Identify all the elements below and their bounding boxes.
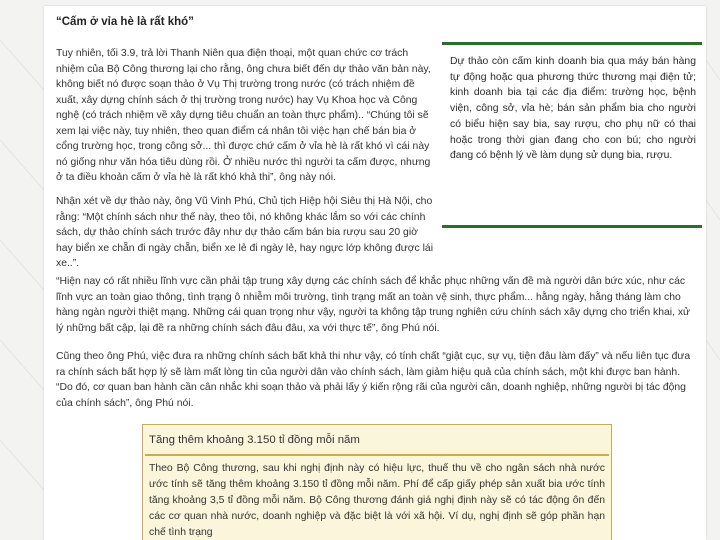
article-paragraph-4: Cũng theo ông Phú, việc đưa ra những chính sách bất khả thi như vậy, có tính chất “giật cục, sự vụ, tiện đâu làm đấy” và nếu liên tục đưa ra chính sách bất hợp lý sẽ làm mất lòng tin của người dân vào chính sách, làm giảm hiệu quả của chính sách, một khi được ban hành. “Do đó, cơ quan ban hành cần cân nhắc khi soạn thảo và phải lấy ý kiến rộng rãi của người cân, doanh nghiệp, những người bị tác động của chính sách”, ông Phú nói. <box>56 351 691 409</box>
sidebar-box-text: Dự thảo còn cấm kinh doanh bia qua máy bán hàng tự động hoặc qua phương thức thương mại điện tử; kinh doanh bia tại các địa điểm: trường học, bệnh viện, công sở, vỉa hè; bán sản phẩm bia cho người có biểu hiện say bia, say rượu, cho phụ nữ có thai hoặc trong thời gian đang cho con bú; cho người đang có bệnh lý về làm dụng sử dụng bia, rượu. <box>450 56 696 162</box>
article-paragraph-3: “Hiện nay có rất nhiều lĩnh vực cần phải tập trung xây dựng các chính sách để khắc phục những vấn đề mà người dân bức xúc, như các lĩnh vực an toàn giao thông, tình trạng ô nhiễm môi trường, tình trạng mất an toàn vệ sinh, thực phẩm... hằng ngày, hằng tháng làm cho hàng ngàn người thiệt mạng. Những cái quan trọng như vậy, người ta không tập trung nghiên cứu chính sách xây dựng cho triển khai, xử lý những bất cập, lại đề ra những chính sách đâu đâu, xa với thực tế”, ông Phú nói. <box>56 276 690 334</box>
article-paragraph-1: Tuy nhiên, tối 3.9, trả lời Thanh Niên qua điện thoại, một quan chức cơ trách nhiệm của Bộ Công thương lại cho rằng, ông chưa biết đến dự thảo văn bản này, không biết nó được soạn thảo ở Vụ Thị trường trong nước (có trách nhiệm đề xuất, xây dựng chính sách ở thị trường trong nước) hay Vụ Khoa học và Công nghệ (có trách nhiệm về xây dựng tiêu chuẩn an toàn thực phẩm).. “Chúng tôi sẽ xem lại việc này, tuy nhiên, theo quan điểm cá nhân tôi việc hạn chế bán bia ở cổng trường học, trong công sở... thì được chứ cấm ở vỉa hè là rất khó vì cái này nó giống như văn hóa tiêu dùng rồi. Ở nhiều nước thì người ta cấm được, nhưng ở ta điều khoản cấm ở vỉa hè là rất khó khả thi”, ông này nói. <box>56 48 431 183</box>
info-box <box>142 424 612 540</box>
article-page <box>44 6 706 540</box>
article-paragraph-2: Nhận xét về dự thảo này, ông Vũ Vinh Phú, Chủ tịch Hiệp hội Siêu thị Hà Nội, cho rằng: “Một chính sách như thế này, theo tôi, nó không khác lắm so với các chính sách, dự thảo chính sách trước đây như dự thảo cấm bán bia rượu sau 20 giờ hay biển xe chẵn đi ngày chẵn, biển xe lẻ đi ngày lẻ, hay ngực lớp không được lái xe..”. <box>56 196 434 269</box>
info-box-divider <box>145 454 609 456</box>
info-box-title: Tăng thêm khoảng 3.150 tỉ đồng mỗi năm <box>149 434 360 446</box>
sidebar-box <box>442 42 702 228</box>
info-box-text: Theo Bộ Công thương, sau khi nghị định này có hiệu lực, thuế thu về cho ngân sách nhà nước ước tính sẽ tăng thêm khoảng 3.150 tỉ đồng mỗi năm. Phí để cấp giấy phép sản xuất bia ước tính tăng khoảng 3,5 tỉ đồng mỗi năm. Bộ Công thương đánh giá nghị định này sẽ có tác động ôn đến các cơ quan nhà nước, doanh nghiệp và đặc biệt là với xã hội. Ví dụ, nghị định sẽ góp phần hạn chế tình trạng <box>149 463 605 538</box>
article-heading: “Cấm ở vỉa hè là rất khó” <box>56 16 194 28</box>
